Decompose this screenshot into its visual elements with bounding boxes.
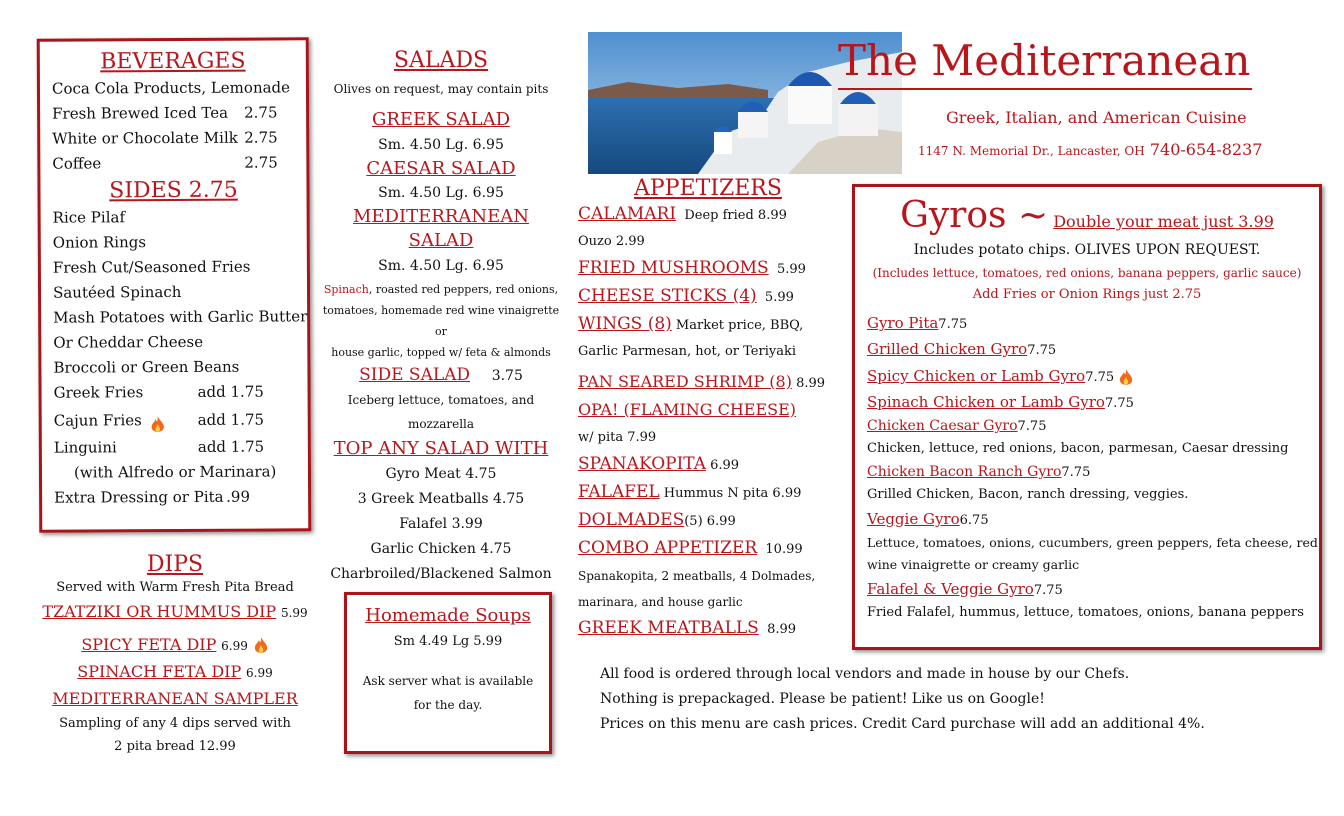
med-salad-desc: Spinach, roasted red peppers, red onions, tomatoes, homemade red wine vinaigrette or house garlic, topped w/ feta & almonds	[322, 283, 560, 359]
footer-line: Nothing is prepackaged. Please be patient! Like us on Google!	[600, 691, 1045, 707]
gyro-desc: wine vinaigrette or creamy garlic	[867, 557, 1080, 572]
side-item: Rice Pilaf	[52, 208, 126, 227]
appetizer-item: CALAMARI Deep fried 8.99	[578, 204, 787, 224]
appetizer-item: Garlic Parmesan, hot, or Teriyaki	[578, 344, 797, 359]
side-item: Cajun Fries add 1.75	[54, 404, 308, 435]
beverage-item: Coffee 2.75	[52, 153, 278, 173]
appetizer-item: SPANAKOPITA 6.99	[578, 454, 740, 474]
appetizer-item: OPA! (FLAMING CHEESE)	[578, 400, 797, 419]
soups-panel	[344, 592, 552, 754]
appetizer-item: FRIED MUSHROOMS 5.99	[578, 258, 806, 278]
gyro-desc: Lettuce, tomatoes, onions, cucumbers, green peppers, feta cheese, red	[867, 535, 1318, 550]
caesar-salad-price: Sm. 4.50 Lg. 6.95	[378, 185, 504, 201]
dip-item: TZATZIKI OR HUMMUS DIP 5.99	[42, 602, 308, 621]
salads-note: Olives on request, may contain pits	[333, 82, 549, 96]
gyros-includes-2: (Includes lettuce, tomatoes, red onions, banana peppers, garlic sauce)	[872, 266, 1302, 280]
appetizer-item: Ouzo 2.99	[578, 234, 645, 249]
side-item: Mash Potatoes with Garlic Butter	[53, 307, 308, 327]
side-item: Or Cheddar Cheese	[53, 332, 204, 352]
side-salad-row: SIDE SALAD 3.75	[359, 365, 523, 385]
gyro-item: Gyro Pita7.75	[867, 314, 968, 332]
gyro-item: Chicken Bacon Ranch Gyro7.75	[867, 464, 1091, 480]
gyros-heading-row	[855, 195, 1319, 236]
restaurant-title: The Mediterranean	[838, 36, 1251, 85]
side-item: Onion Rings	[52, 233, 147, 252]
dips-heading: DIPS	[146, 552, 204, 577]
toppings-list	[316, 462, 566, 612]
soups-heading: Homemade Soups	[365, 605, 531, 626]
restaurant-address-row	[918, 140, 1262, 159]
sides-heading: SIDES 2.75	[109, 177, 238, 204]
soups-prices: Sm 4.49 Lg 5.99	[393, 634, 503, 649]
beverage-item: Coca Cola Products, Lemonade	[51, 78, 291, 98]
appetizer-item: GREEK MEATBALLS 8.99	[578, 618, 797, 638]
greek-salad-price: Sm. 4.50 Lg. 6.95	[378, 137, 504, 153]
gyro-item: Chicken Caesar Gyro7.75	[867, 418, 1047, 434]
beverage-item: Fresh Brewed Iced Tea 2.75	[52, 103, 278, 123]
topping-item: Falafel 3.99	[399, 516, 483, 532]
restaurant-subtitle: Greek, Italian, and American Cuisine	[946, 108, 1247, 127]
gyro-item: Spicy Chicken or Lamb Gyro7.75	[867, 362, 1319, 390]
appetizer-item: CHEESE STICKS (4) 5.99	[578, 286, 794, 306]
top-salad-title: TOP ANY SALAD WITH	[333, 438, 549, 459]
footer-line: All food is ordered through local vendors and made in house by our Chefs.	[600, 666, 1130, 682]
sampler-desc-1: Sampling of any 4 dips served with	[59, 716, 291, 731]
salads-section	[316, 48, 566, 612]
appetizer-item: DOLMADES(5) 6.99	[578, 510, 736, 530]
side-item: Greek Fries add 1.75	[53, 382, 264, 402]
greek-salad-title: GREEK SALAD	[371, 109, 511, 130]
dips-subtitle: Served with Warm Fresh Pita Bread	[56, 580, 294, 595]
side-item: Extra Dressing or Pita .99	[54, 487, 251, 507]
appetizer-item: Spanakopita, 2 meatballs, 4 Dolmades,	[578, 569, 816, 583]
gyros-panel	[852, 184, 1322, 650]
footer-notes	[600, 662, 1205, 737]
topping-item: Garlic Chicken 4.75	[370, 541, 512, 557]
dips-section	[20, 552, 330, 758]
topping-item: Charbroiled/Blackened Salmon	[330, 566, 552, 582]
dip-item: MEDITERRANEAN SAMPLER	[52, 689, 298, 708]
soups-desc: Ask server what is available for the day.	[362, 674, 534, 712]
gyros-add-fries: Add Fries or Onion Rings just 2.75	[972, 287, 1202, 302]
restaurant-address: 1147 N. Memorial Dr., Lancaster, OH	[918, 144, 1145, 158]
side-item: (with Alfredo or Marinara)	[73, 462, 277, 482]
flame-icon	[253, 636, 269, 654]
appetizer-item: marinara, and house garlic	[578, 595, 743, 609]
appetizers-section	[578, 176, 848, 643]
dip-item: SPICY FETA DIP 6.99	[20, 632, 330, 659]
med-salad-price: Sm. 4.50 Lg. 6.95	[378, 258, 504, 274]
gyro-item: Veggie Gyro6.75	[867, 510, 989, 528]
side-item: Sautéed Spinach	[52, 282, 182, 302]
appetizers-heading: APPETIZERS	[634, 176, 782, 201]
side-item: Linguini add 1.75	[53, 437, 265, 457]
med-salad-title-2: SALAD	[408, 230, 474, 251]
restaurant-phone: 740-654-8237	[1149, 140, 1263, 159]
beverages-list	[52, 75, 307, 176]
gyro-item: Spinach Chicken or Lamb Gyro7.75	[867, 393, 1134, 411]
appetizer-item: PAN SEARED SHRIMP (8) 8.99	[578, 372, 826, 391]
gyro-desc: Fried Falafel, hummus, lettuce, tomatoes, onions, banana peppers	[867, 605, 1304, 620]
flame-icon	[1118, 370, 1134, 385]
gyro-desc: Grilled Chicken, Bacon, ranch dressing, veggies.	[867, 487, 1189, 502]
gyros-heading: Gyros ~	[900, 195, 1049, 236]
med-salad-title: MEDITERRANEAN	[352, 206, 529, 227]
beverages-heading: BEVERAGES	[100, 48, 246, 75]
gyro-item: Falafel & Veggie Gyro7.75	[867, 580, 1063, 598]
beverage-item: White or Chocolate Milk 2.75	[52, 128, 278, 148]
dip-item: SPINACH FETA DIP 6.99	[77, 662, 273, 681]
gyro-item: Grilled Chicken Gyro7.75	[867, 340, 1057, 358]
side-item: Broccoli or Green Beans	[53, 357, 240, 377]
appetizer-item: w/ pita 7.99	[578, 430, 657, 445]
topping-item: 3 Greek Meatballs 4.75	[357, 491, 525, 507]
sampler-desc-2: 2 pita bread 12.99	[114, 739, 236, 754]
gyros-includes: Includes potato chips. OLIVES UPON REQUEST.	[913, 242, 1261, 258]
beverages-sides-panel	[37, 37, 312, 532]
gyro-desc: Chicken, lettuce, red onions, bacon, parmesan, Caesar dressing	[867, 441, 1289, 456]
topping-item: Gyro Meat 4.75	[385, 466, 497, 482]
appetizer-item: FALAFEL Hummus N pita 6.99	[578, 482, 802, 502]
caesar-salad-title: CAESAR SALAD	[366, 158, 516, 179]
appetizer-item: COMBO APPETIZER 10.99	[578, 538, 803, 558]
salads-heading: SALADS	[393, 48, 489, 73]
appetizer-item: WINGS (8) Market price, BBQ,	[578, 314, 804, 334]
footer-line: Prices on this menu are cash prices. Credit Card purchase will add an additional 4%.	[600, 716, 1205, 732]
side-salad-desc: Iceberg lettuce, tomatoes, and mozzarella	[347, 393, 535, 431]
title-divider	[838, 88, 1252, 90]
gyros-subtitle: Double your meat just 3.99	[1053, 212, 1274, 231]
side-item: Fresh Cut/Seasoned Fries	[52, 257, 251, 277]
sides-list	[53, 204, 309, 510]
